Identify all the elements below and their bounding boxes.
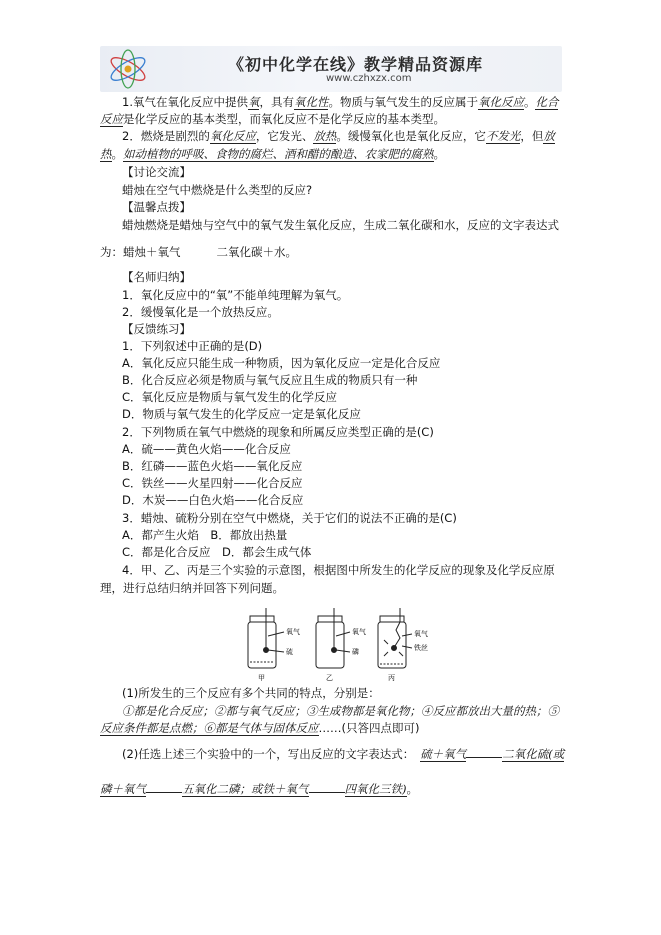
sub-question-1-answer-1: ①都是化合反应；②都与氧气反应；③生成物都是氧化物；④反应都放出大量的热；⑤ <box>122 704 559 718</box>
hint-header: 【温馨点拨】 <box>122 200 191 214</box>
label-phosphorus: 磷 <box>352 648 359 656</box>
label-oxygen-1: 氧气 <box>286 628 300 636</box>
practice-header: 【反馈练习】 <box>122 322 191 336</box>
summary-item-2: 2．缓慢氧化是一个放热反应。 <box>122 305 279 319</box>
question-1-option-a: A．氧化反应只能生成一种物质，因为氧化反应一定是化合反应 <box>122 356 441 370</box>
question-2-option-b: B．红磷——蓝色火焰——氧化反应 <box>122 459 303 473</box>
question-1-option-c: C．氧化反应是物质与氧气发生的化学反应 <box>122 390 338 404</box>
hint-text-2: 为：蜡烛＋氧气 二氧化碳＋水。 <box>100 245 297 259</box>
summary-header: 【名师归纳】 <box>122 270 191 284</box>
question-2-option-a: A．硫——黄色火焰——化合反应 <box>122 442 291 456</box>
label-sulfur: 硫 <box>286 648 293 656</box>
discuss-header: 【讨论交流】 <box>122 165 191 179</box>
question-3: 3．蜡烛、硫粉分别在空气中燃烧，关于它们的说法不正确的是(C) <box>122 511 457 525</box>
label-jia: 甲 <box>258 674 265 682</box>
sub-question-1: (1)所发生的三个反应有多个共同的特点，分别是： <box>122 686 380 700</box>
question-2: 2．下列物质在氧气中燃烧的现象和所属反应类型正确的是(C) <box>122 425 434 439</box>
paragraph-2-line-1: 2．燃烧是剧烈的氧化反应，它发光、放热。缓慢氧化也是氧化反应，它不发光，但放 <box>122 129 555 143</box>
sub-question-1-answer-2: 反应条件都是点燃；⑥都是气体与固体反应……(只答四点即可) <box>100 721 420 735</box>
banner-title: 《初中化学在线》教学精品资源库 <box>228 55 484 74</box>
question-1-option-b: B．化合反应必须是物质与氧气反应且生成的物质只有一种 <box>122 373 418 387</box>
bottle-bing <box>378 608 412 668</box>
question-2-option-c: C．铁丝——火星四射——化合反应 <box>122 476 303 490</box>
label-oxygen-2: 氧气 <box>352 628 366 636</box>
experiment-figure <box>244 608 434 686</box>
label-yi: 乙 <box>326 674 333 682</box>
sub-question-2: (2)任选上述三个实验中的一个，写出反应的文字表达式： 硫＋氧气 二氧化硫(或 <box>122 747 565 761</box>
sub-question-2-answer: 磷＋氧气 五氧化二磷；或铁＋氧气 四氧化三铁)。 <box>100 782 418 796</box>
label-bing: 丙 <box>388 674 395 682</box>
hint-text-1: 蜡烛燃烧是蜡烛与空气中的氧气发生氧化反应，生成二氧化碳和水，反应的文字表达式 <box>122 218 559 232</box>
bottle-yi <box>316 608 350 668</box>
header-banner <box>100 46 562 92</box>
question-4-line-2: 理，进行总结归纳并回答下列问题。 <box>100 581 284 595</box>
question-3-options-cd: C．都是化合反应 D．都会生成气体 <box>122 545 312 559</box>
question-1-option-d: D．物质与氧气发生的化学反应一定是氧化反应 <box>122 407 361 421</box>
summary-item-1: 1．氧化反应中的“氧”不能单纯理解为氧气。 <box>122 288 349 302</box>
bottle-jia <box>248 608 284 668</box>
paragraph-1-line-2: 反应是化学反应的基本类型，而氧化反应不是化学反应的基本类型。 <box>100 112 445 126</box>
banner-url: www.czhxzx.com <box>326 73 412 84</box>
paragraph-1-line-1: 1.氧气在氧化反应中提供氧，具有氧化性。物质与氧气发生的反应属于氧化反应。化合 <box>122 95 559 109</box>
label-iron-wire: 铁丝 <box>414 644 428 652</box>
paragraph-2-line-2: 热。如动植物的呼吸、食物的腐烂、酒和醋的酿造、农家肥的腐熟。 <box>100 147 445 161</box>
question-4-line-1: 4．甲、乙、丙是三个实验的示意图，根据图中所发生的化学反应的现象及化学反应原 <box>122 563 555 577</box>
question-2-option-d: D．木炭——白色火焰——化合反应 <box>122 493 304 507</box>
label-oxygen-3: 氧气 <box>414 630 428 638</box>
discuss-question: 蜡烛在空气中燃烧是什么类型的反应? <box>122 183 313 197</box>
atom-logo-icon <box>106 48 150 90</box>
question-3-options-ab: A．都产生火焰 B．都放出热量 <box>122 528 288 542</box>
question-1: 1．下列叙述中正确的是(D) <box>122 339 263 353</box>
